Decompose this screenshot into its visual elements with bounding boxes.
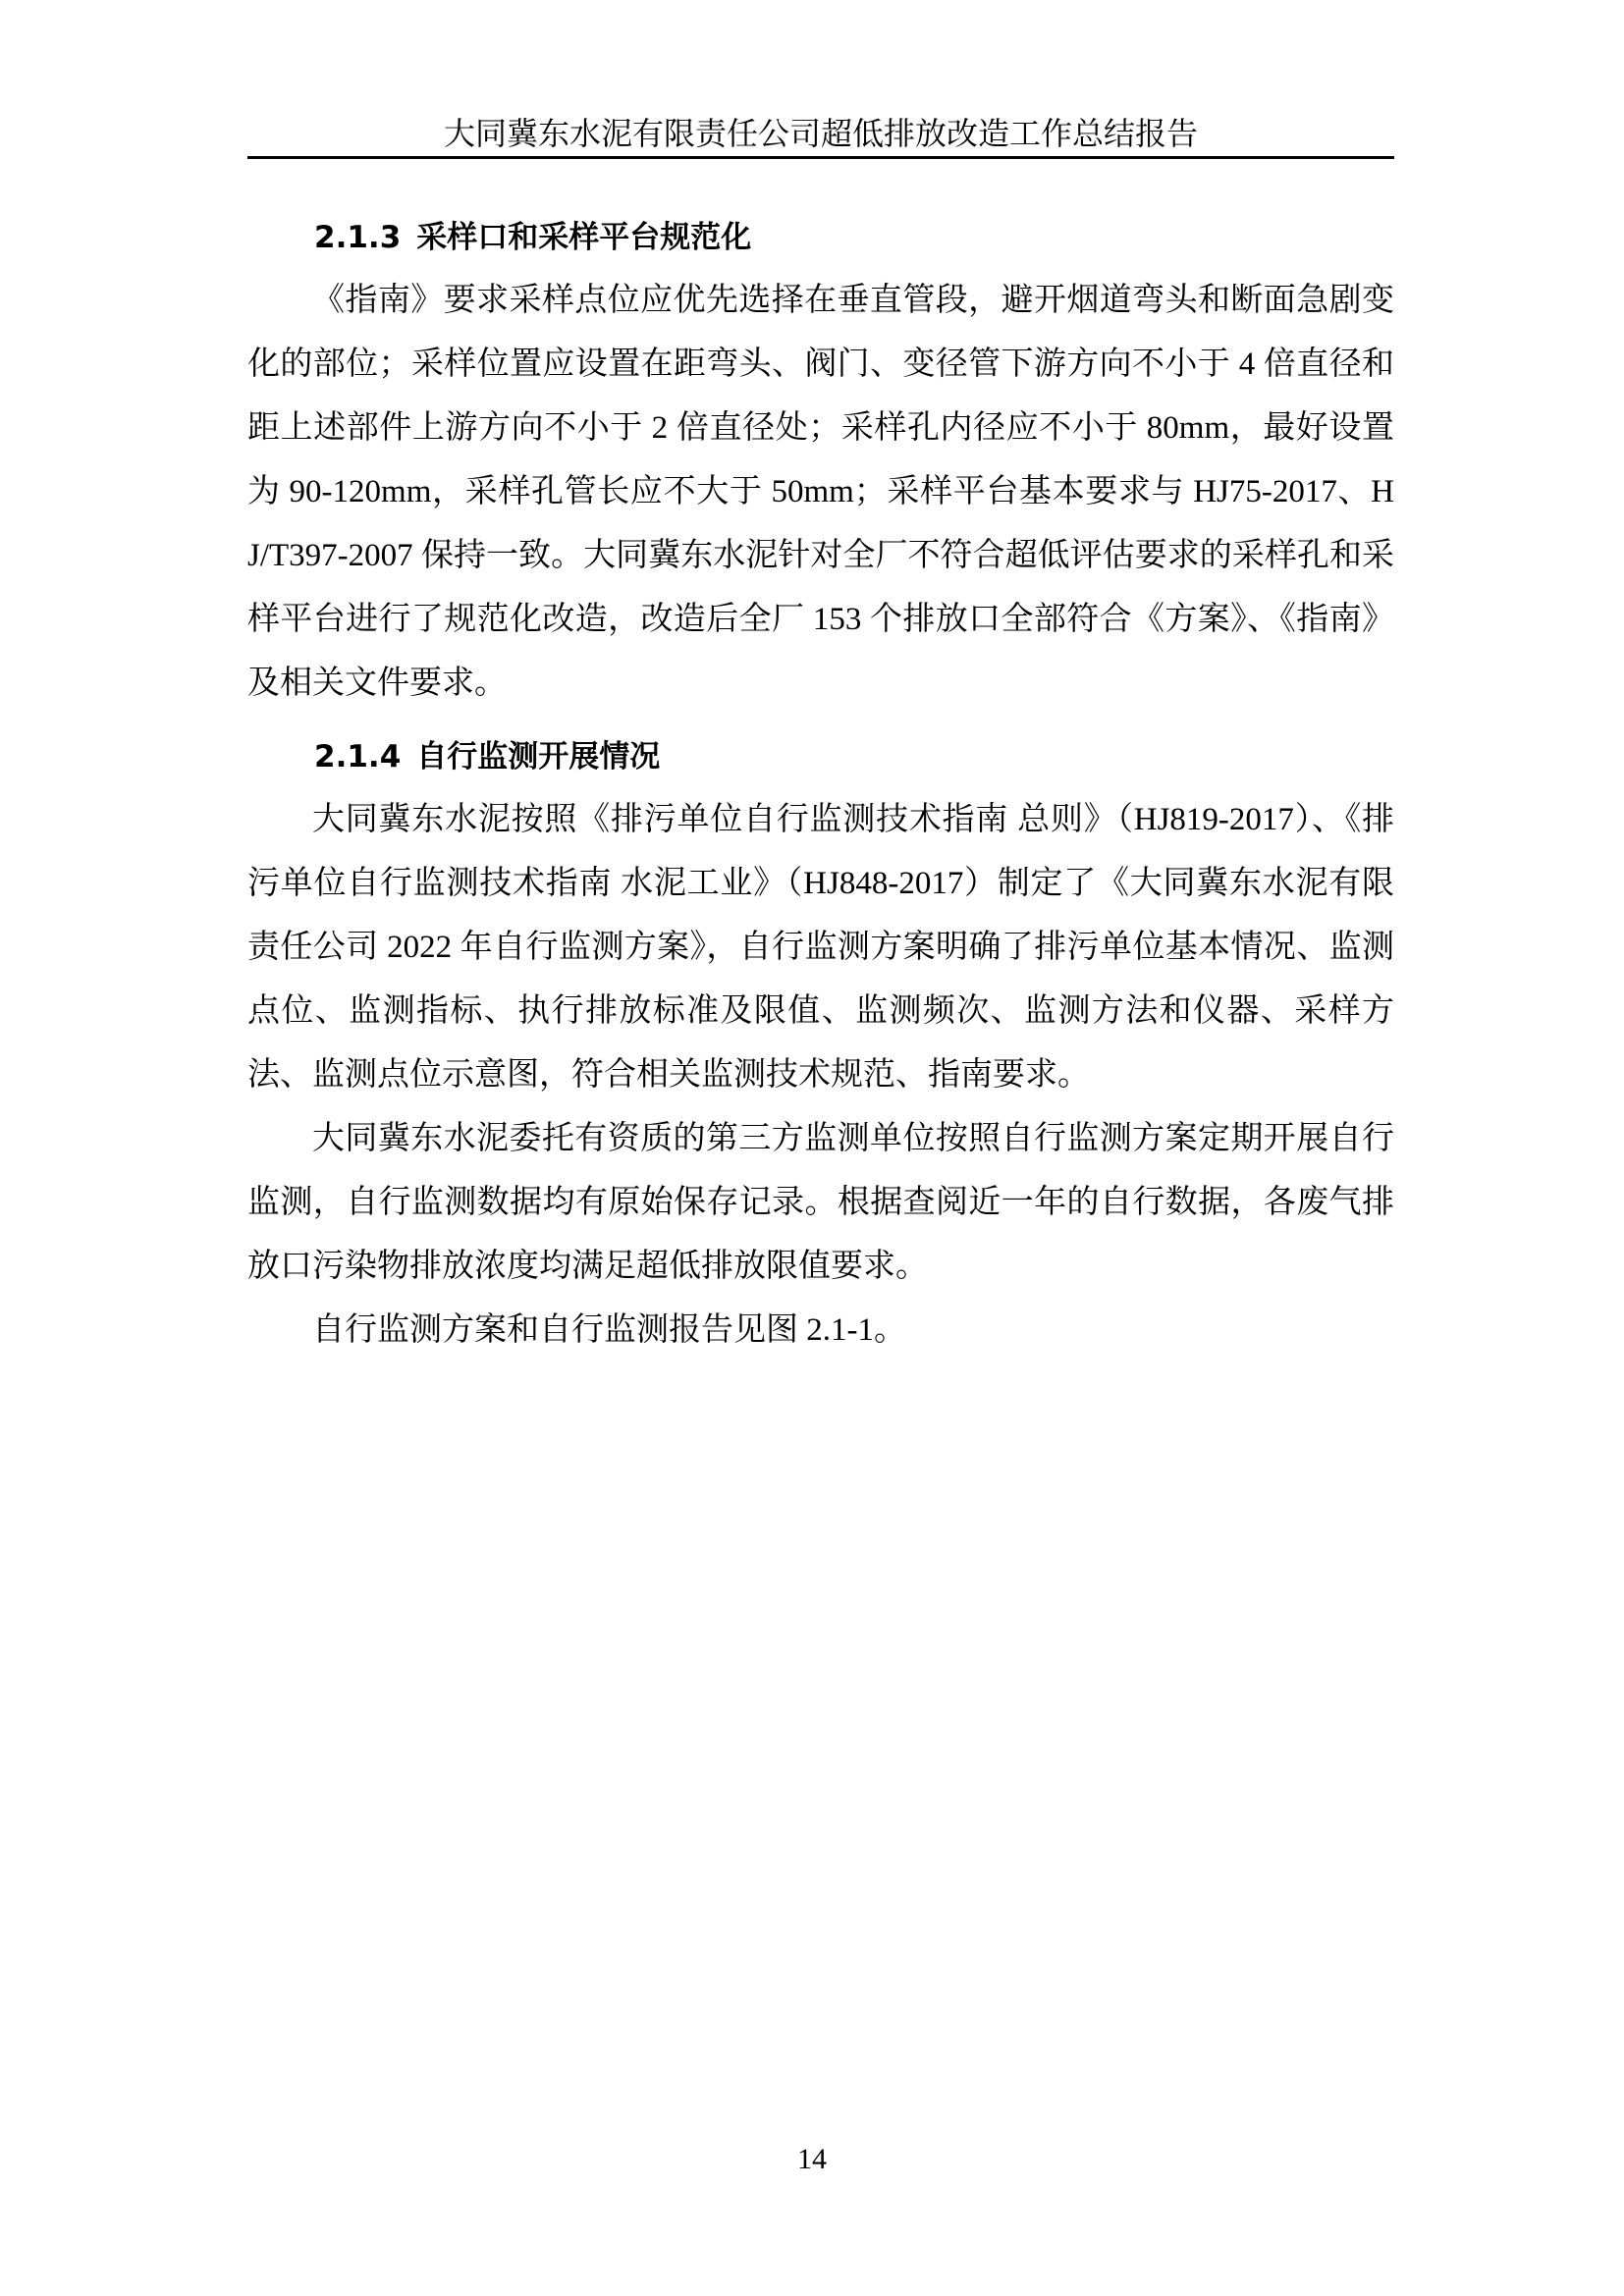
header-rule bbox=[247, 156, 1394, 159]
running-header: 大同冀东水泥有限责任公司超低排放改造工作总结报告 bbox=[443, 116, 1198, 151]
section-heading-2-1-3 bbox=[247, 206, 1394, 269]
section-title: 采样口和采样平台规范化 bbox=[416, 220, 752, 255]
paragraph: 大同冀东水泥按照《排污单位自行监测技术指南 总则》（HJ819-2017）、《排污单位自行监测技术指南 水泥工业》（HJ848-2017）制定了《大同冀东水泥有限责任公司 2022 年自行监测方案》，自行监测方案明确了排污单位基本情况、监测点位、监测指标、执行排放标准及限值、监测频次、监测方法和仪器、采样方法、监测点位示意图，符合相关监测技术规范、指南要求。 bbox=[247, 802, 1394, 1093]
page-number: 14 bbox=[797, 2143, 827, 2175]
section-number: 2.1.4 bbox=[314, 739, 402, 774]
section-heading-2-1-4 bbox=[247, 725, 1394, 788]
page-body bbox=[247, 206, 1394, 1362]
section-title: 自行监测开展情况 bbox=[416, 739, 661, 774]
paragraph: 自行监测方案和自行监测报告见图 2.1-1。 bbox=[312, 1312, 906, 1348]
paragraph: 大同冀东水泥委托有资质的第三方监测单位按照自行监测方案定期开展自行监测，自行监测数据均有原始保存记录。根据查阅近一年的自行数据，各废气排放口污染物排放浓度均满足超低排放限值要求。 bbox=[247, 1121, 1394, 1284]
paragraph: 《指南》要求采样点位应优先选择在垂直管段，避开烟道弯头和断面急剧变化的部位；采样位置应设置在距弯头、阀门、变径管下游方向不小于 4 倍直径和距上述部件上游方向不小于 2 倍直径处；采样孔内径应不小于 80mm，最好设置为 90-120mm，采样孔管长应不大于 50mm；采样平台基本要求与 HJ75-2017、HJ/T397-2007 保持一致。大同冀东水泥针对全厂不符合超低评估要求的采样孔和采样平台进行了规范化改造，改造后全厂 153 个排放口全部符合《方案》、《指南》及相关文件要求。 bbox=[247, 283, 1394, 701]
section-number: 2.1.3 bbox=[314, 220, 402, 255]
